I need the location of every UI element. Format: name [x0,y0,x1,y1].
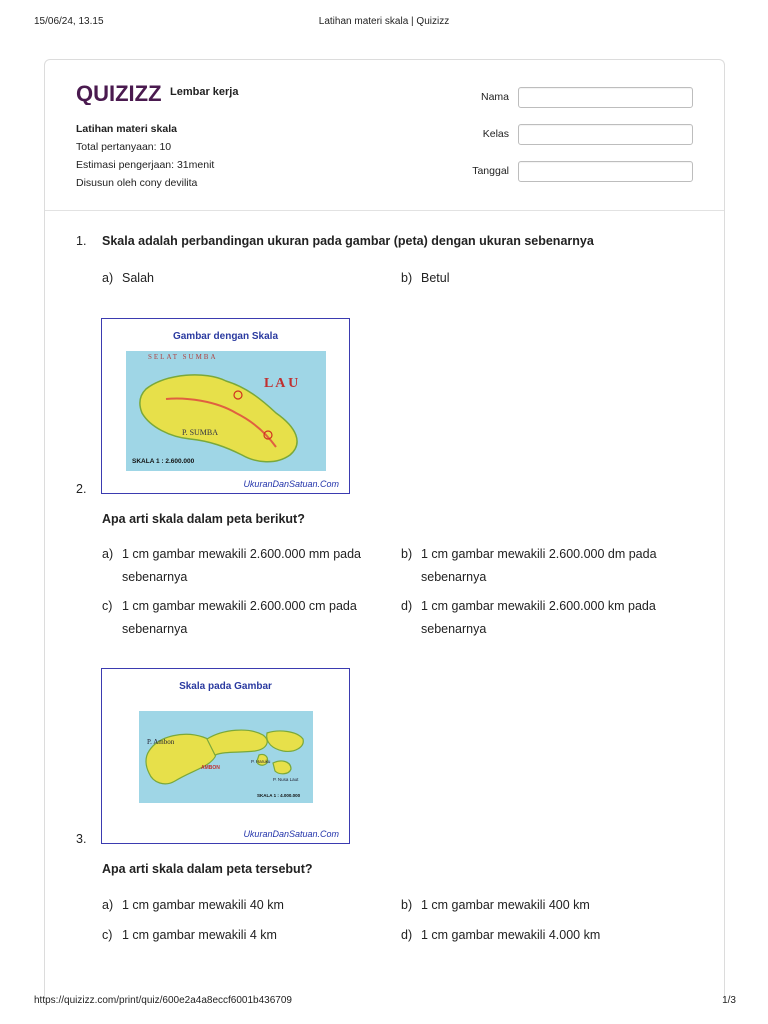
class-input[interactable] [518,124,693,145]
option-b [401,267,681,290]
print-date: 15/06/24, 13.15 [34,16,104,27]
option-d [401,595,681,641]
map-credit: UkuranDanSatuan.Com [243,479,339,489]
print-title: Latihan materi skala | Quizizz [318,16,450,27]
name-field [455,86,693,108]
option-letter: a) [102,271,114,285]
option-letter: d) [401,928,413,942]
question-text: Apa arti skala dalam peta tersebut? [102,862,313,876]
ambon-map-image [101,668,350,844]
option-text: Betul [421,271,450,285]
island-label: P. Ambon [147,738,175,746]
option-letter: a) [102,547,114,561]
date-input[interactable] [518,161,693,182]
option-a [102,543,382,589]
option-letter: c) [102,928,113,942]
option-c [102,924,382,947]
option-text: 1 cm gambar mewakili 2.600.000 dm pada sebenarnya [421,547,657,584]
option-letter: b) [401,547,413,561]
option-a [102,267,382,290]
map-credit: UkuranDanSatuan.Com [243,829,339,839]
quiz-author: Disusun oleh cony devilita [76,177,198,189]
map-title: Skala pada Gambar [179,681,272,692]
ambon-map-graphic [139,711,313,803]
island-label-2: P. Haruku [251,759,271,764]
island-label: P. SUMBA [182,428,219,437]
worksheet-card [44,59,725,999]
option-text: 1 cm gambar mewakili 4.000 km [421,928,601,942]
sea-label-2: L A U [264,376,299,391]
option-text: 1 cm gambar mewakili 2.600.000 cm pada sebenarnya [122,599,357,636]
name-input[interactable] [518,87,693,108]
option-text: 1 cm gambar mewakili 4 km [122,928,277,942]
option-a [102,894,382,917]
option-letter: a) [102,898,114,912]
option-text: Salah [122,271,154,285]
quiz-estimate: Estimasi pengerjaan: 31menit [76,159,215,171]
date-label: Tanggal [472,165,509,177]
name-label: Nama [480,91,509,103]
question-text: Apa arti skala dalam peta berikut? [102,512,305,526]
city-label: AMBON [201,765,220,771]
page-number: 1/3 [722,995,736,1006]
worksheet-label: Lembar kerja [170,86,239,98]
option-d [401,924,681,947]
print-url[interactable]: https://quizizz.com/print/quiz/600e2a4a8eccf6001b436709 [34,995,292,1006]
option-b [401,894,681,917]
quizizz-logo [76,81,238,105]
option-b [401,543,681,589]
sumba-map-image [101,318,350,494]
question-text: Skala adalah perbandingan ukuran pada gambar (peta) dengan ukuran sebenarnya [102,234,594,248]
quiz-title: Latihan materi skala [76,123,177,135]
sea-label: SELAT SUMBA [148,353,218,361]
map-title: Gambar dengan Skala [172,331,279,342]
map-scale: SKALA 1 : 2.600.000 [132,458,195,465]
quizizz-logo-icon [76,81,164,105]
island-label-3: P. Nusa Laut [273,777,299,782]
option-letter: c) [102,599,113,613]
option-text: 1 cm gambar mewakili 2.600.000 mm pada sebenarnya [122,547,362,584]
quiz-total: Total pertanyaan: 10 [76,141,172,153]
option-text: 1 cm gambar mewakili 40 km [122,898,284,912]
question-number: 3. [76,832,87,846]
option-letter: b) [401,271,413,285]
option-text: 1 cm gambar mewakili 2.600.000 km pada sebenarnya [421,599,656,636]
logo-text: QUIZIZZ [76,81,162,105]
date-field [455,160,693,182]
question-number: 2. [76,482,87,496]
class-label: Kelas [482,128,509,140]
option-text: 1 cm gambar mewakili 400 km [421,898,590,912]
quiz-meta [76,120,214,192]
sumba-map-graphic [126,351,326,471]
question-number: 1. [76,234,87,248]
option-c [102,595,382,641]
option-letter: d) [401,599,413,613]
class-field [455,123,693,145]
map-scale: SKALA 1 : 4.000.000 [257,793,301,798]
worksheet-header [45,60,724,211]
option-letter: b) [401,898,413,912]
